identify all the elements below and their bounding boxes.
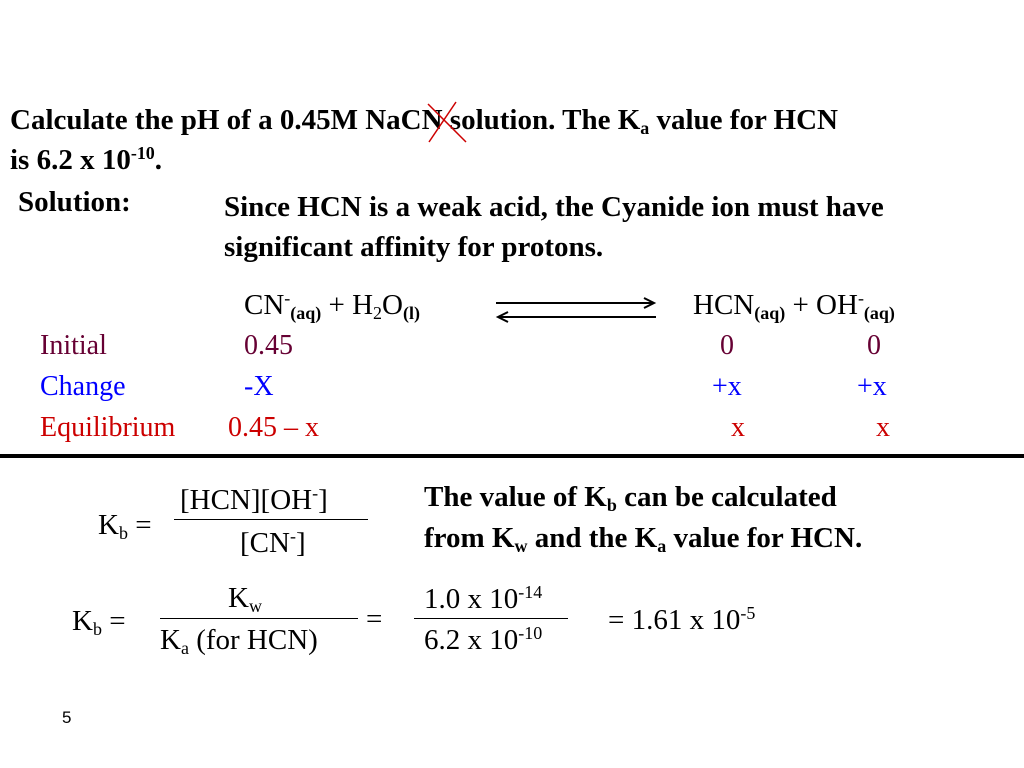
ice-equilibrium-oh: x: [876, 412, 890, 443]
kw-numerator: $K_w$: [228, 582, 262, 617]
ka-denominator: $K_a$ (for HCN): [160, 624, 318, 659]
question-line-2: is 6.2 x $10^{-10}$.: [10, 143, 163, 176]
ice-equilibrium-hcn: x: [731, 412, 745, 443]
kb-calc-lhs: $K_b$ =: [72, 605, 126, 640]
ice-change-cn: -X: [244, 371, 274, 402]
ice-equilibrium-cn: 0.45 – x: [228, 412, 319, 443]
ice-change-oh: +x: [857, 371, 887, 402]
kw-value-numerator: 1.0 x $10^{-14}$: [424, 582, 543, 615]
kb-numerator: [HCN][OH-]: [180, 483, 328, 516]
value-fraction-bar: [414, 618, 568, 619]
explanation-line-1: Since HCN is a weak acid, the Cyanide ion must have: [224, 191, 884, 223]
ice-initial-hcn: 0: [720, 330, 734, 361]
kw-ka-fraction-bar: [160, 618, 358, 619]
kb-note-line-2: from $K_w$ and the $K_a$ value for HCN.: [424, 522, 863, 557]
section-divider: [0, 454, 1024, 458]
solution-label: Solution:: [18, 186, 131, 218]
reaction-reactants: $CN^-_{(aq)} + H_2O_{(l)}$: [244, 288, 420, 324]
ice-change-hcn: +x: [712, 371, 742, 402]
strike-through-mark: [426, 100, 470, 144]
kb-lhs: $K_b$ =: [98, 509, 152, 544]
slide-number: 5: [62, 708, 72, 727]
ice-initial-cn: 0.45: [244, 330, 293, 361]
kb-result: = 1.61 x $10^{-5}$: [608, 603, 756, 636]
equilibrium-arrows-icon: [494, 296, 658, 324]
kb-note-line-1: The value of $K_b$ can be calculated: [424, 481, 837, 516]
ice-change-label: Change: [40, 371, 126, 402]
ka-value-denominator: 6.2 x $10^{-10}$: [424, 623, 543, 656]
kb-denominator: [CN-]: [240, 526, 306, 559]
ice-initial-label: Initial: [40, 330, 107, 361]
ice-initial-oh: 0: [867, 330, 881, 361]
question-line-1: Calculate the pH of a 0.45M NaCN solution. The $K_a$ value for HCN: [10, 104, 838, 139]
explanation-line-2: significant affinity for protons.: [224, 231, 604, 263]
reaction-products: $HCN_{(aq)} + OH^-_{(aq)}$: [693, 288, 895, 324]
ice-equilibrium-label: Equilibrium: [40, 412, 176, 443]
kb-fraction-bar: [174, 519, 368, 520]
kb-calc-equals: =: [366, 603, 383, 635]
crossed-letter: N: [365, 104, 387, 136]
